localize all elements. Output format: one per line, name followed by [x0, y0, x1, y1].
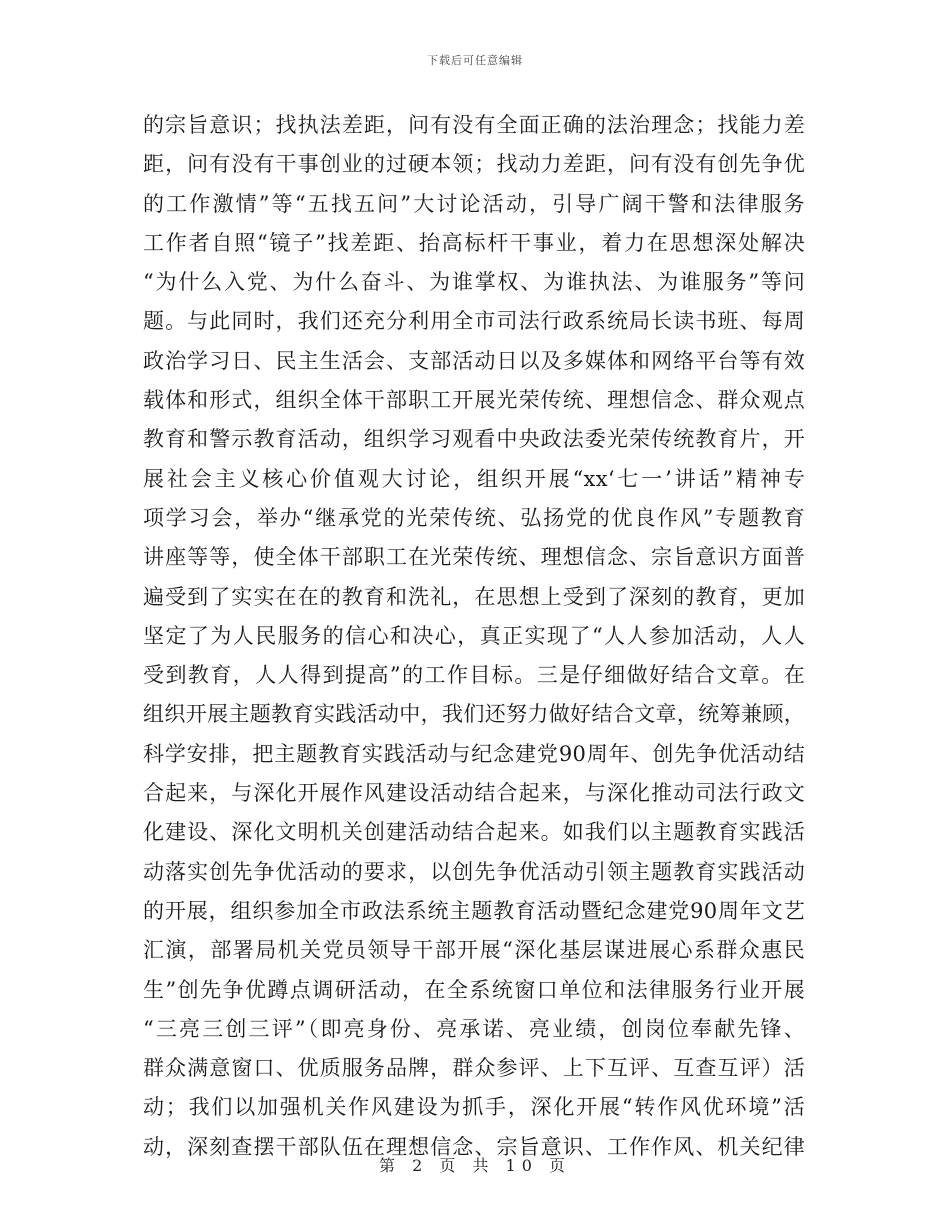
- text-line: 动；我们以加强机关作风建设为抓手，深化开展“转作风优环境”活: [143, 1095, 805, 1120]
- text-line: 工作者自照“镜子”找差距、抬高标杆干事业，着力在思想深处解决: [143, 230, 805, 255]
- text-line: 组织开展主题教育实践活动中，我们还努力做好结合文章，统筹兼顾，: [143, 702, 805, 727]
- text-line: 载体和形式，组织全体干部职工开展光荣传统、理想信念、群众观点: [143, 388, 805, 413]
- text-line: 动，深刻查摆干部队伍在理想信念、宗旨意识、工作作风、机关纪律: [143, 1134, 805, 1159]
- text-line: “三亮三创三评”（即亮身份、亮承诺、亮业绩，创岗位奉献先锋、: [143, 1016, 805, 1041]
- page-number-footer: 第 2 页 共 10 页: [379, 1156, 571, 1175]
- text-line: 展社会主义核心价值观大讨论，组织开展“xx‘七一’讲话”精神专: [143, 466, 805, 491]
- text-line: 遍受到了实实在在的教育和洗礼，在思想上受到了深刻的教育，更加: [143, 584, 805, 609]
- text-line: 题。与此同时，我们还充分利用全市司法行政系统局长读书班、每周: [143, 309, 805, 334]
- text-line: 群众满意窗口、优质服务品牌，群众参评、上下互评、互查互评）活: [143, 1056, 805, 1081]
- header-note: 下载后可任意编辑: [427, 54, 523, 67]
- text-line: 动落实创先争优活动的要求，以创先争优活动引领主题教育实践活动: [143, 859, 805, 884]
- text-line: 距，问有没有干事创业的过硬本领；找动力差距，问有没有创先争优: [143, 152, 805, 177]
- text-line: 讲座等等，使全体干部职工在光荣传统、理想信念、宗旨意识方面普: [143, 545, 805, 570]
- text-line: 汇演，部署局机关党员领导干部开展“深化基层谋进展心系群众惠民: [143, 938, 805, 963]
- text-line: 政治学习日、民主生活会、支部活动日以及多媒体和网络平台等有效: [143, 348, 805, 373]
- text-line: 项学习会，举办“继承党的光荣传统、弘扬党的优良作风”专题教育: [143, 505, 805, 530]
- text-line: 受到教育，人人得到提高”的工作目标。三是仔细做好结合文章。在: [143, 663, 805, 688]
- text-line: 教育和警示教育活动，组织学习观看中央政法委光荣传统教育片，开: [143, 427, 805, 452]
- body-text: [143, 106, 805, 1167]
- text-line: “为什么入党、为什么奋斗、为谁掌权、为谁执法、为谁服务”等问: [143, 270, 805, 295]
- text-line: 生”创先争优蹲点调研活动，在全系统窗口单位和法律服务行业开展: [143, 977, 805, 1002]
- text-line: 合起来，与深化开展作风建设活动结合起来，与深化推动司法行政文: [143, 781, 805, 806]
- text-line: 科学安排，把主题教育实践活动与纪念建党90周年、创先争优活动结: [143, 741, 805, 766]
- text-line: 坚定了为人民服务的信心和决心，真正实现了“人人参加活动，人人: [143, 623, 805, 648]
- text-line: 的宗旨意识；找执法差距，问有没有全面正确的法治理念；找能力差: [143, 113, 805, 137]
- text-line: 的开展，组织参加全市政法系统主题教育活动暨纪念建党90周年文艺: [143, 898, 805, 923]
- text-line: 化建设、深化文明机关创建活动结合起来。如我们以主题教育实践活: [143, 820, 805, 845]
- text-line: 的工作激情”等“五找五问”大讨论活动，引导广阔干警和法律服务: [143, 191, 805, 216]
